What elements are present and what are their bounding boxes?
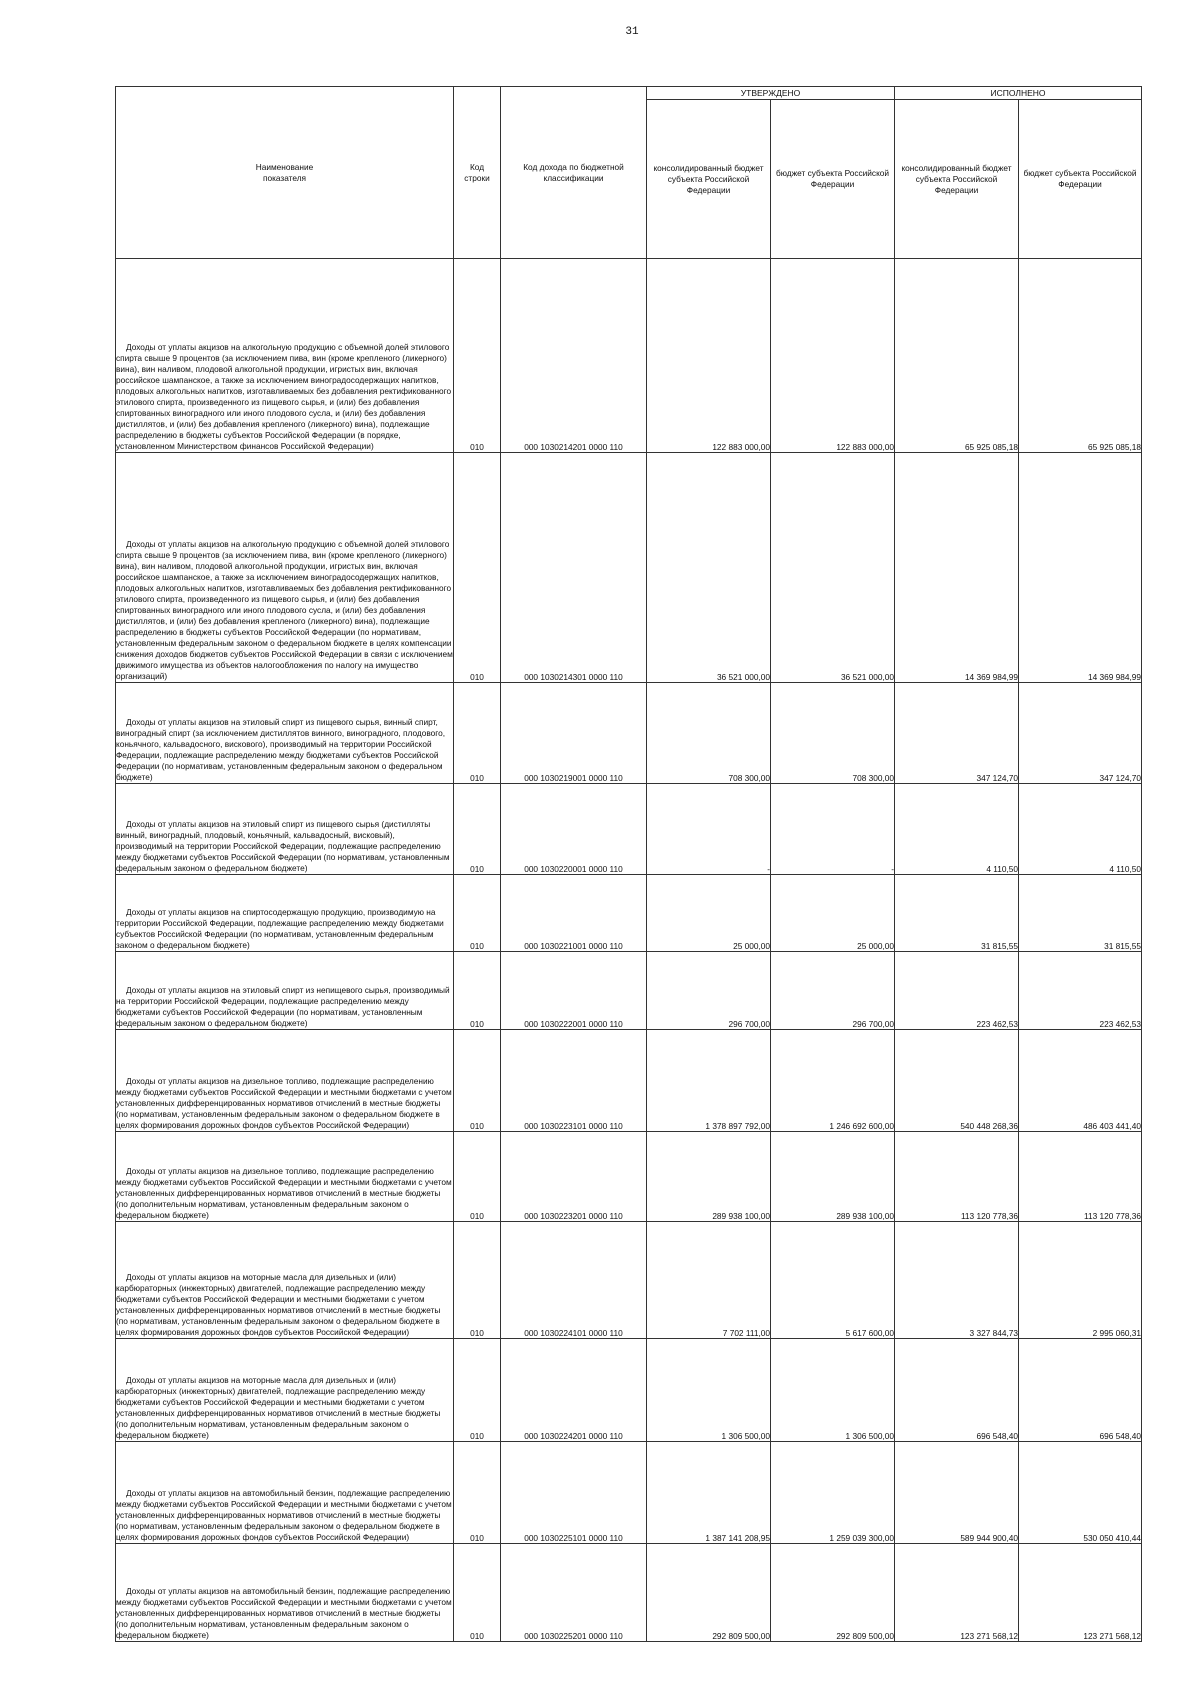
row-approved-consolidated: 1 306 500,00 (647, 1339, 771, 1442)
row-name: Доходы от уплаты акцизов на автомобильный бензин, подлежащие распределению между бюджетами субъектов Российской Федерации и местными бюджетами с учетом установленных дифференцированных нормативов отчислений в местные бюджеты (по дополнительным нормативам, установленным федеральным законом о федеральном бюджете) (116, 1544, 454, 1642)
row-line-code: 010 (454, 453, 501, 683)
budget-revenue-table (115, 86, 1142, 1642)
row-executed-subject: 4 110,50 (1019, 784, 1142, 875)
row-executed-consolidated: 113 120 778,36 (895, 1132, 1019, 1222)
row-executed-consolidated: 4 110,50 (895, 784, 1019, 875)
row-executed-consolidated: 589 944 900,40 (895, 1442, 1019, 1544)
row-executed-consolidated: 347 124,70 (895, 683, 1019, 784)
row-approved-consolidated: 289 938 100,00 (647, 1132, 771, 1222)
row-line-code: 010 (454, 1544, 501, 1642)
table-row (116, 1132, 1142, 1222)
row-executed-consolidated: 31 815,55 (895, 875, 1019, 952)
header-approved-consolidated: консолидированный бюджет субъекта Российской Федерации (647, 100, 771, 259)
row-executed-consolidated: 696 548,40 (895, 1339, 1019, 1442)
row-line-code: 010 (454, 875, 501, 952)
row-line-code: 010 (454, 1132, 501, 1222)
row-approved-consolidated: 292 809 500,00 (647, 1544, 771, 1642)
row-approved-consolidated: 1 378 897 792,00 (647, 1030, 771, 1132)
table-row (116, 875, 1142, 952)
row-executed-subject: 347 124,70 (1019, 683, 1142, 784)
row-approved-subject: 122 883 000,00 (771, 259, 895, 453)
row-kbk: 000 1030223101 0000 110 (501, 1030, 647, 1132)
header-executed-subject: бюджет субъекта Российской Федерации (1019, 100, 1142, 259)
table-row (116, 1222, 1142, 1339)
header-line-code: Код строки (454, 87, 501, 259)
row-executed-subject: 14 369 984,99 (1019, 453, 1142, 683)
header-kbk: Код дохода по бюджетной классификации (501, 87, 647, 259)
row-kbk: 000 1030223201 0000 110 (501, 1132, 647, 1222)
table-row (116, 1442, 1142, 1544)
header-name: Наименование показателя (116, 87, 454, 259)
row-kbk: 000 1030225101 0000 110 (501, 1442, 647, 1544)
row-name: Доходы от уплаты акцизов на этиловый спирт из пищевого сырья (дистилляты винный, виноградный, плодовый, коньячный, кальвадосный, висковый), производимый на территории Российской Федерации, подлежащие распределению между бюджетами субъектов Российской Федерации (по нормативам, установленным федеральным законом о федеральном бюджете) (116, 784, 454, 875)
table-row (116, 453, 1142, 683)
table-row (116, 1544, 1142, 1642)
row-name: Доходы от уплаты акцизов на дизельное топливо, подлежащие распределению между бюджетами субъектов Российской Федерации и местными бюджетами с учетом установленных дифференцированных нормативов отчислений в местные бюджеты (по нормативам, установленным федеральным законом о федеральном бюджете в целях формирования дорожных фондов субъектов Российской Федерации) (116, 1030, 454, 1132)
row-approved-subject: 708 300,00 (771, 683, 895, 784)
row-executed-consolidated: 123 271 568,12 (895, 1544, 1019, 1642)
row-approved-consolidated: 122 883 000,00 (647, 259, 771, 453)
row-name: Доходы от уплаты акцизов на алкогольную продукцию с объемной долей этилового спирта свыше 9 процентов (за исключением пива, вин (кроме крепленого (ликерного) вина), вин наливом, плодовой алкогольной продукции, игристых вин, включая российское шампанское, а также за исключением виноградосодержащих напитков, плодовых алкогольных напитков, изготавливаемых без добавления ректификованного этилового спирта, произведенного из пищевого сырья, и (или) без добавления спиртованных виноградного или иного плодового сусла, и (или) без добавления дистиллятов, и (или) без добавления крепленого (ликерного) вина), подлежащие распределению в бюджеты субъектов Российской Федерации (по нормативам, установленным федеральным законом о федеральном бюджете в целях компенсации снижения доходов бюджетов субъектов Российской Федерации в связи с исключением движимого имущества из объектов налогообложения по налогу на имущество организаций) (116, 453, 454, 683)
row-approved-consolidated: 296 700,00 (647, 952, 771, 1030)
row-approved-consolidated: - (647, 784, 771, 875)
row-kbk: 000 1030222001 0000 110 (501, 952, 647, 1030)
row-name: Доходы от уплаты акцизов на дизельное топливо, подлежащие распределению между бюджетами субъектов Российской Федерации и местными бюджетами с учетом установленных дифференцированных нормативов отчислений в местные бюджеты (по дополнительным нормативам, установленным федеральным законом о федеральном бюджете) (116, 1132, 454, 1222)
table-row (116, 683, 1142, 784)
row-executed-consolidated: 14 369 984,99 (895, 453, 1019, 683)
row-approved-consolidated: 708 300,00 (647, 683, 771, 784)
row-approved-consolidated: 1 387 141 208,95 (647, 1442, 771, 1544)
page-number: 31 (625, 26, 639, 38)
row-approved-subject: 1 246 692 600,00 (771, 1030, 895, 1132)
row-approved-subject: 1 306 500,00 (771, 1339, 895, 1442)
row-name: Доходы от уплаты акцизов на моторные масла для дизельных и (или) карбюраторных (инжекторных) двигателей, подлежащие распределению между бюджетами субъектов Российской Федерации и местными бюджетами с учетом установленных дифференцированных нормативов отчислений в местные бюджеты (по дополнительным нормативам, установленным федеральным законом о федеральном бюджете) (116, 1339, 454, 1442)
table-row (116, 784, 1142, 875)
header-executed-consolidated: консолидированный бюджет субъекта Российской Федерации (895, 100, 1019, 259)
row-executed-subject: 530 050 410,44 (1019, 1442, 1142, 1544)
row-executed-consolidated: 540 448 268,36 (895, 1030, 1019, 1132)
row-executed-subject: 696 548,40 (1019, 1339, 1142, 1442)
row-executed-subject: 31 815,55 (1019, 875, 1142, 952)
table-row (116, 259, 1142, 453)
row-kbk: 000 1030214301 0000 110 (501, 453, 647, 683)
row-executed-subject: 2 995 060,31 (1019, 1222, 1142, 1339)
row-name: Доходы от уплаты акцизов на моторные масла для дизельных и (или) карбюраторных (инжекторных) двигателей, подлежащие распределению между бюджетами субъектов Российской Федерации и местными бюджетами с учетом установленных дифференцированных нормативов отчислений в местные бюджеты (по нормативам, установленным федеральным законом о федеральном бюджете в целях формирования дорожных фондов субъектов Российской Федерации) (116, 1222, 454, 1339)
row-approved-subject: 1 259 039 300,00 (771, 1442, 895, 1544)
header-group-approved: УТВЕРЖДЕНО (647, 87, 895, 100)
row-executed-subject: 113 120 778,36 (1019, 1132, 1142, 1222)
table-row (116, 1339, 1142, 1442)
row-line-code: 010 (454, 1339, 501, 1442)
row-name: Доходы от уплаты акцизов на алкогольную продукцию с объемной долей этилового спирта свыше 9 процентов (за исключением пива, вин (кроме крепленого (ликерного) вина), вин наливом, плодовой алкогольной продукции, игристых вин, включая российское шампанское, а также за исключением виноградосодержащих напитков, плодовых алкогольных напитков, изготавливаемых без добавления ректификованного этилового спирта, произведенного из пищевого сырья, и (или) без добавления спиртованных виноградного или иного плодового сусла, и (или) без добавления дистиллятов, и (или) без добавления крепленого (ликерного) вина), подлежащие распределению в бюджеты субъектов Российской Федерации (в порядке, установленном Министерством финансов Российской Федерации) (116, 259, 454, 453)
row-approved-consolidated: 7 702 111,00 (647, 1222, 771, 1339)
row-executed-consolidated: 223 462,53 (895, 952, 1019, 1030)
row-kbk: 000 1030219001 0000 110 (501, 683, 647, 784)
row-kbk: 000 1030224201 0000 110 (501, 1339, 647, 1442)
table-row (116, 1030, 1142, 1132)
row-kbk: 000 1030225201 0000 110 (501, 1544, 647, 1642)
row-line-code: 010 (454, 1222, 501, 1339)
row-name: Доходы от уплаты акцизов на спиртосодержащую продукцию, производимую на территории Российской Федерации, подлежащие распределению между бюджетами субъектов Российской Федерации (по нормативам, установленным федеральным законом о федеральном бюджете) (116, 875, 454, 952)
row-line-code: 010 (454, 952, 501, 1030)
row-kbk: 000 1030220001 0000 110 (501, 784, 647, 875)
row-kbk: 000 1030224101 0000 110 (501, 1222, 647, 1339)
table-row (116, 952, 1142, 1030)
row-executed-consolidated: 3 327 844,73 (895, 1222, 1019, 1339)
row-approved-subject: 36 521 000,00 (771, 453, 895, 683)
row-executed-subject: 65 925 085,18 (1019, 259, 1142, 453)
row-executed-consolidated: 65 925 085,18 (895, 259, 1019, 453)
row-approved-subject: - (771, 784, 895, 875)
header-approved-subject: бюджет субъекта Российской Федерации (771, 100, 895, 259)
row-name: Доходы от уплаты акцизов на автомобильный бензин, подлежащие распределению между бюджетами субъектов Российской Федерации и местными бюджетами с учетом установленных дифференцированных нормативов отчислений в местные бюджеты (по нормативам, установленным федеральным законом о федеральном бюджете в целях формирования дорожных фондов субъектов Российской Федерации) (116, 1442, 454, 1544)
row-executed-subject: 223 462,53 (1019, 952, 1142, 1030)
row-line-code: 010 (454, 784, 501, 875)
row-executed-subject: 123 271 568,12 (1019, 1544, 1142, 1642)
row-line-code: 010 (454, 1030, 501, 1132)
row-approved-subject: 5 617 600,00 (771, 1222, 895, 1339)
row-approved-consolidated: 36 521 000,00 (647, 453, 771, 683)
row-executed-subject: 486 403 441,40 (1019, 1030, 1142, 1132)
row-approved-subject: 292 809 500,00 (771, 1544, 895, 1642)
row-kbk: 000 1030221001 0000 110 (501, 875, 647, 952)
row-kbk: 000 1030214201 0000 110 (501, 259, 647, 453)
row-approved-consolidated: 25 000,00 (647, 875, 771, 952)
row-name: Доходы от уплаты акцизов на этиловый спирт из непищевого сырья, производимый на территории Российской Федерации, подлежащие распределению между бюджетами субъектов Российской Федерации (по нормативам, установленным федеральным законом о федеральном бюджете) (116, 952, 454, 1030)
row-approved-subject: 296 700,00 (771, 952, 895, 1030)
header-group-executed: ИСПОЛНЕНО (895, 87, 1142, 100)
row-approved-subject: 25 000,00 (771, 875, 895, 952)
row-line-code: 010 (454, 683, 501, 784)
row-line-code: 010 (454, 1442, 501, 1544)
row-approved-subject: 289 938 100,00 (771, 1132, 895, 1222)
row-line-code: 010 (454, 259, 501, 453)
row-name: Доходы от уплаты акцизов на этиловый спирт из пищевого сырья, винный спирт, виноградный спирт (за исключением дистиллятов винного, виноградного, плодового, коньячного, кальвадосного, вискового), производимый на территории Российской Федерации, подлежащие распределению между бюджетами субъектов Российской Федерации (по нормативам, установленным федеральным законом о федеральном бюджете) (116, 683, 454, 784)
